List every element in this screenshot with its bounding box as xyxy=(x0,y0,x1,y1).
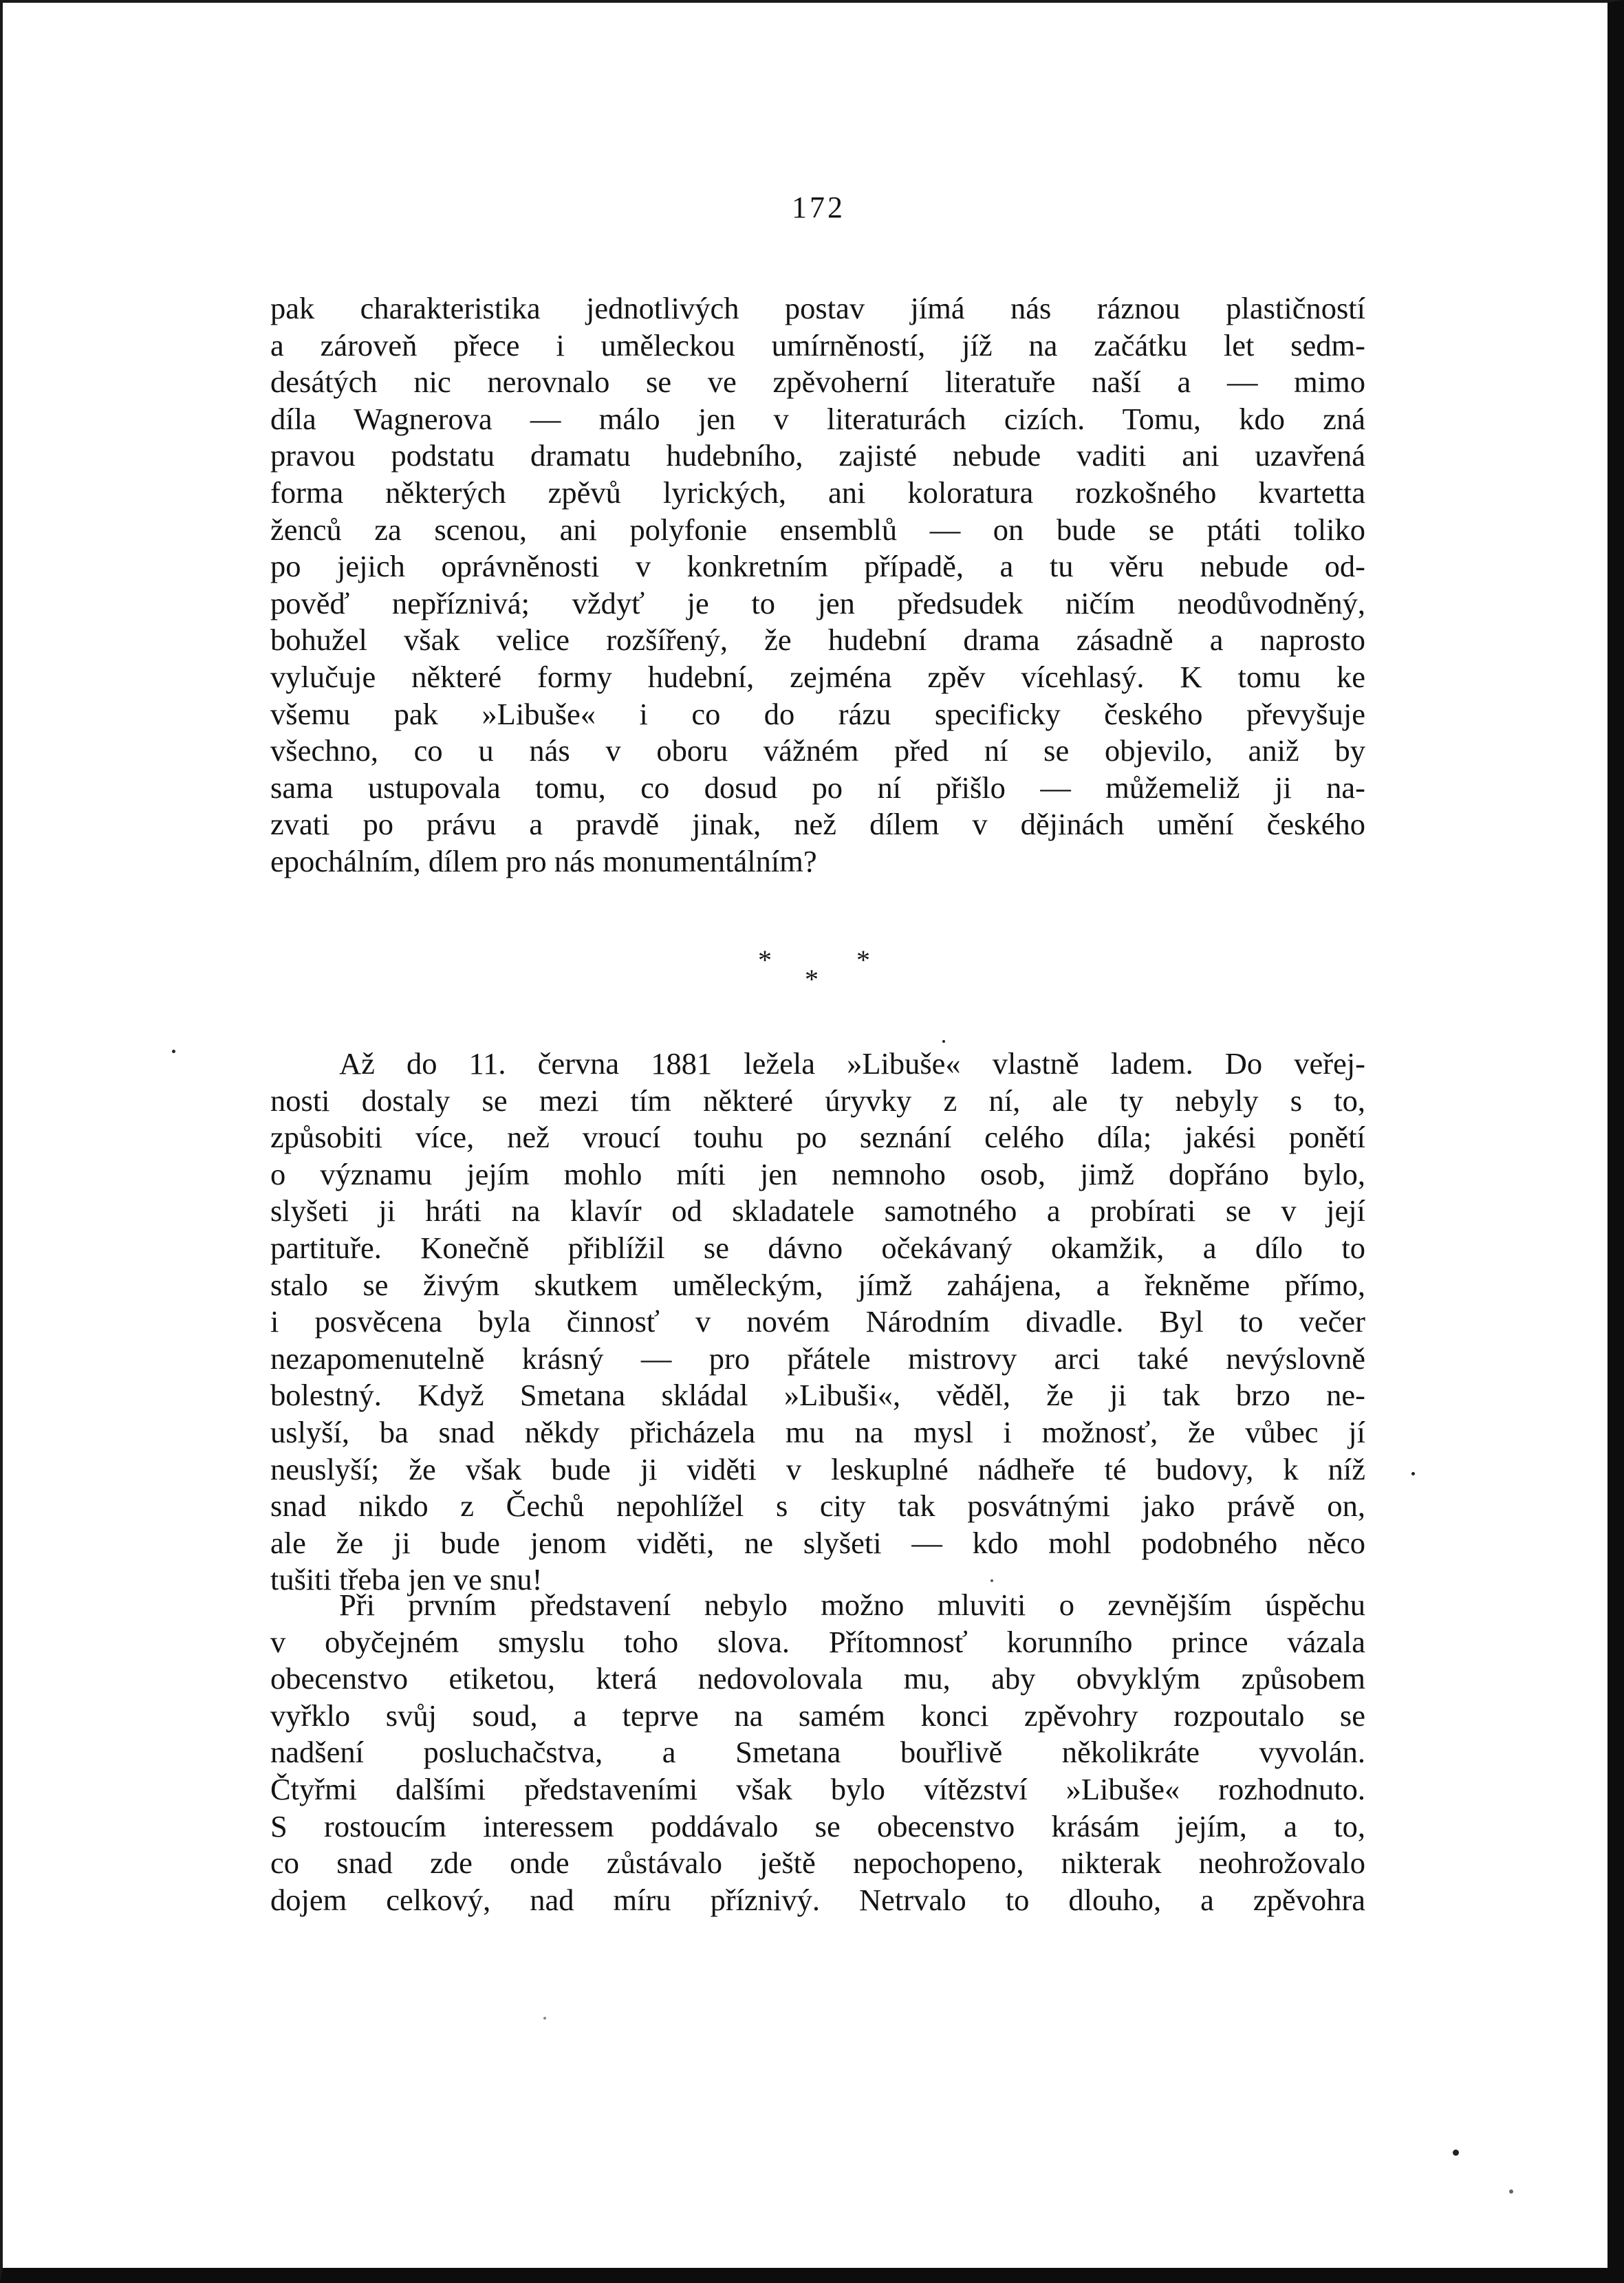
text-line: vyřklo svůj soud, a teprve na samém konci zpěvohry rozpoutalo se xyxy=(270,1698,1365,1733)
text-line: forma některých zpěvů lyrických, ani koloratura rozkošného kvartetta xyxy=(270,475,1365,510)
asterisk: * xyxy=(758,944,772,975)
page-number: 172 xyxy=(792,191,845,224)
text-line: nosti dostaly se mezi tím některé úryvky z ní, ale ty nebyly s to, xyxy=(270,1083,1365,1118)
scan-speck xyxy=(1411,1472,1415,1475)
asterisk: * xyxy=(805,964,819,995)
scan-speck xyxy=(990,1579,993,1582)
text-line: Až do 11. června 1881 ležela »Libuše« vlastně ladem. Do veřej- xyxy=(339,1046,1365,1081)
text-line: všemu pak »Libuše« i co do rázu specificky českého převyšuje xyxy=(270,696,1365,731)
text-line: desátých nic nerovnalo se ve zpěvoherní literatuře naší a — mimo xyxy=(270,365,1365,400)
paragraph-3 xyxy=(270,1587,1365,1918)
scan-speck xyxy=(942,1040,945,1043)
text-line: pak charakteristika jednotlivých postav jímá nás ráznou plastičností xyxy=(270,291,1365,325)
text-line: snad nikdo z Čechů nepohlížel s city tak posvátnými jako právě on, xyxy=(270,1489,1365,1524)
text-line: epochálním, dílem pro nás monumentálním? xyxy=(270,843,817,878)
text-line: partituře. Konečně přiblížil se dávno očekávaný okamžik, a dílo to xyxy=(270,1230,1365,1265)
text-line: pověď nepříznivá; vždyť je to jen předsudek ničím neodůvodněný, xyxy=(270,585,1365,620)
asterisk: * xyxy=(856,944,870,975)
scan-speck xyxy=(172,1050,175,1053)
text-line: všechno, co u nás v oboru vážném před ní se objevilo, aniž by xyxy=(270,733,1365,768)
text-line: obecenstvo etiketou, která nedovolovala mu, aby obvyklým způsobem xyxy=(270,1661,1365,1696)
text-line: pravou podstatu dramatu hudebního, zajisté nebude vaditi ani uzavřená xyxy=(270,438,1365,473)
scan-speck xyxy=(543,2017,546,2020)
text-line: nadšení posluchačstva, a Smetana bouřlivě několikráte vyvolán. xyxy=(270,1735,1365,1770)
scan-speck xyxy=(1509,2189,1513,2194)
text-line: bolestný. Když Smetana skládal »Libuši«, věděl, že ji tak brzo ne- xyxy=(270,1378,1365,1413)
text-line: způsobiti více, než vroucí touhu po seznání celého díla; jakési ponětí xyxy=(270,1120,1365,1155)
text-line: nezapomenutelně krásný — pro přátele mistrovy arci také nevýslovně xyxy=(270,1341,1365,1376)
text-line: Při prvním představení nebylo možno mluviti o zevnějším úspěchu xyxy=(339,1588,1365,1622)
text-line: bohužel však velice rozšířený, že hudební drama zásadně a naprosto xyxy=(270,623,1365,658)
scan-speck xyxy=(1453,2150,1459,2156)
section-separator xyxy=(743,944,894,999)
text-line: po jejich oprávněnosti v konkretním případě, a tu věru nebude od- xyxy=(270,549,1365,584)
text-line: o významu jejím mohlo míti jen nemnoho osob, jimž dopřáno bylo, xyxy=(270,1156,1365,1191)
text-line: ženců za scenou, ani polyfonie ensemblů — on bude se ptáti toliko xyxy=(270,512,1365,547)
text-line: i posvěcena byla činnosť v novém Národním divadle. Byl to večer xyxy=(270,1304,1365,1339)
text-line: díla Wagnerova — málo jen v literaturách cizích. Tomu, kdo zná xyxy=(270,401,1365,436)
text-line: vylučuje některé formy hudební, zejména zpěv vícehlasý. K tomu ke xyxy=(270,659,1365,694)
text-line: Čtyřmi dalšími představeními však bylo vítězství »Libuše« rozhodnuto. xyxy=(270,1771,1365,1806)
text-line: v obyčejném smyslu toho slova. Přítomnosť korunního prince vázala xyxy=(270,1624,1365,1659)
text-line: a zároveň přece i uměleckou umírněností, jíž na začátku let sedm- xyxy=(270,327,1365,363)
text-line: S rostoucím interessem poddávalo se obecenstvo krásám jejím, a to, xyxy=(270,1808,1365,1843)
text-line: uslyší, ba snad někdy přicházela mu na mysl i možnosť, že vůbec jí xyxy=(270,1414,1365,1449)
paragraph-1 xyxy=(270,290,1365,880)
text-line: slyšeti ji hráti na klavír od skladatele samotného a probírati se v její xyxy=(270,1193,1365,1229)
text-line: zvati po právu a pravdě jinak, než dílem v dějinách umění českého xyxy=(270,807,1365,842)
paragraph-2 xyxy=(270,1046,1365,1599)
text-line: sama ustupovala tomu, co dosud po ní přišlo — můžemeliž ji na- xyxy=(270,770,1365,805)
text-line: ale že ji bude jenom viděti, ne slyšeti — kdo mohl podobného něco xyxy=(270,1525,1365,1560)
text-line: tušiti třeba jen ve snu! xyxy=(270,1562,543,1597)
text-line: co snad zde onde zůstávalo ještě nepochopeno, nikterak neohrožovalo xyxy=(270,1846,1365,1881)
text-line: stalo se živým skutkem uměleckým, jímž zahájena, a řekněme přímo, xyxy=(270,1267,1365,1302)
text-line: dojem celkový, nad míru příznivý. Netrvalo to dlouho, a zpěvohra xyxy=(270,1882,1365,1917)
text-line: neuslyší; že však bude ji viděti v leskuplné nádheře té budovy, k níž xyxy=(270,1451,1365,1486)
